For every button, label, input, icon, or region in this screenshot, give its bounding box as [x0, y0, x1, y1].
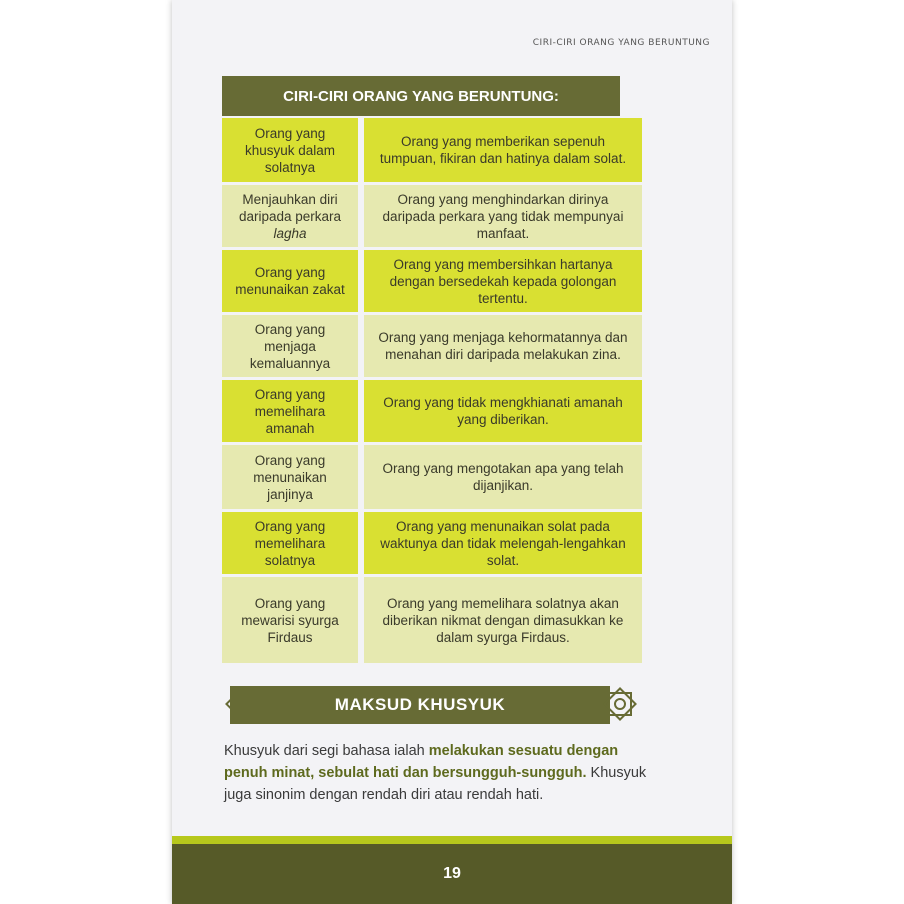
trait-cell: Orang yang menjaga kemaluannya: [222, 315, 358, 377]
trait-cell: Orang yang menunaikan zakat: [222, 250, 358, 312]
desc-cell: Orang yang memberikan sepenuh tumpuan, fikiran dan hatinya dalam solat.: [364, 118, 642, 182]
desc-cell: Orang yang memelihara solatnya akan diberikan nikmat dengan dimasukkan ke dalam syurga Firdaus.: [364, 577, 642, 663]
trait-cell: [222, 185, 358, 247]
trait-cell: Orang yang khusyuk dalam solatnya: [222, 118, 358, 182]
desc-cell: Orang yang menunaikan solat pada waktunya dan tidak melengah-lengahkan solat.: [364, 512, 642, 574]
para-text: Khusyuk dari segi bahasa ialah: [224, 743, 429, 759]
desc-cell: Orang yang mengotakan apa yang telah dijanjikan.: [364, 445, 642, 509]
book-page: [172, 0, 732, 904]
table-row: [222, 250, 642, 312]
trait-cell: Orang yang memelihara amanah: [222, 380, 358, 442]
trait-cell: Orang yang menunaikan janjinya: [222, 445, 358, 509]
running-head: CIRI-CIRI ORANG YANG BERUNTUNG: [532, 38, 710, 48]
section-banner: MAKSUD KHUSYUK: [230, 686, 610, 724]
table-title: CIRI-CIRI ORANG YANG BERUNTUNG:: [222, 76, 620, 116]
para-highlight: melakukan sesuatu dengan penuh minat, sebulat hati dan bersungguh-sungguh.: [224, 743, 619, 781]
footer-accent-line: [172, 836, 732, 844]
table-row: [222, 118, 642, 182]
table-row: [222, 380, 642, 442]
page-number: 19: [443, 865, 461, 882]
traits-table: [222, 118, 642, 666]
desc-cell: Orang yang menjaga kehormatannya dan menahan diri daripada melakukan zina.: [364, 315, 642, 377]
page-footer: [172, 844, 732, 904]
trait-text: Menjauhkan diri daripada perkara: [238, 191, 342, 224]
table-row: [222, 315, 642, 377]
table-row: [222, 185, 642, 247]
table-row: [222, 512, 642, 574]
table-row: [222, 445, 642, 509]
desc-cell: Orang yang membersihkan hartanya dengan bersedekah kepada golongan tertentu.: [364, 250, 642, 312]
definition-paragraph: [224, 740, 654, 806]
ornament-right-icon: [600, 684, 640, 724]
trait-cell: Orang yang mewarisi syurga Firdaus: [222, 577, 358, 663]
para-text: Khusyuk juga sinonim dengan rendah diri atau rendah hati.: [224, 765, 647, 803]
trait-emphasis: lagha: [273, 225, 307, 241]
desc-cell: Orang yang menghindarkan dirinya daripada perkara yang tidak mempunyai manfaat.: [364, 185, 642, 247]
table-row: [222, 577, 642, 663]
desc-cell: Orang yang tidak mengkhianati amanah yang diberikan.: [364, 380, 642, 442]
trait-cell: Orang yang memelihara solatnya: [222, 512, 358, 574]
